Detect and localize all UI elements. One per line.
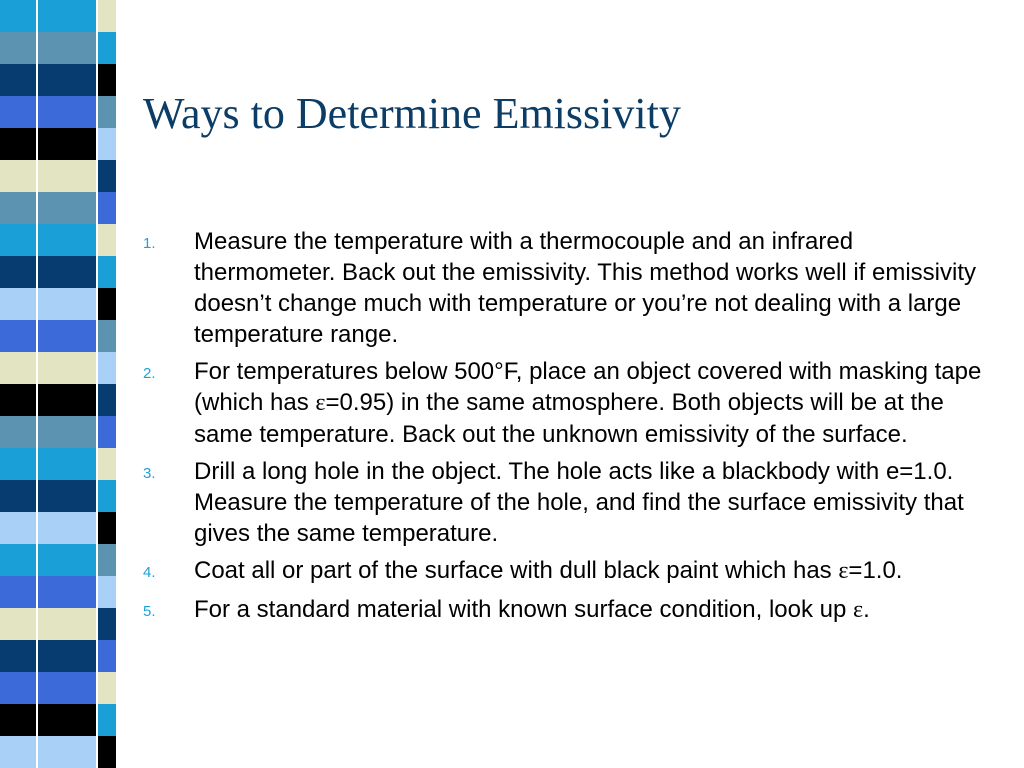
stripe-segment xyxy=(98,256,116,288)
stripe-segment xyxy=(98,224,116,256)
stripe-segment xyxy=(0,416,36,448)
stripe-segment xyxy=(98,64,116,96)
stripe-segment xyxy=(98,288,116,320)
stripe-segment xyxy=(98,192,116,224)
stripe-segment xyxy=(38,288,96,320)
list-item-text xyxy=(194,356,993,450)
list-item-number: 3. xyxy=(143,465,156,482)
stripe-segment xyxy=(0,384,36,416)
stripe-segment xyxy=(0,640,36,672)
list-item-text-before: For temperatures below 500°F, place an object covered with masking tape (which has xyxy=(194,358,982,416)
list-item xyxy=(143,594,993,627)
stripe-segment xyxy=(38,512,96,544)
stripe-segment xyxy=(98,160,116,192)
list-item-number: 2. xyxy=(143,365,156,382)
stripe-segment xyxy=(38,128,96,160)
stripe-segment xyxy=(0,544,36,576)
stripe-segment xyxy=(98,704,116,736)
stripe-segment xyxy=(0,480,36,512)
stripe-segment xyxy=(0,320,36,352)
stripe-segment xyxy=(98,32,116,64)
stripe-segment xyxy=(38,224,96,256)
stripe-segment xyxy=(38,32,96,64)
stripe-segment xyxy=(0,128,36,160)
slide-title: Ways to Determine Emissivity xyxy=(143,89,681,138)
list-item-number: 5. xyxy=(143,603,156,620)
stripe-segment xyxy=(38,736,96,768)
emissivity-methods-list xyxy=(143,226,993,633)
list-item xyxy=(143,555,993,588)
stripe-segment xyxy=(98,512,116,544)
decorative-stripe-bar xyxy=(0,0,128,768)
stripe-segment xyxy=(38,64,96,96)
stripe-segment xyxy=(98,672,116,704)
list-item xyxy=(143,226,993,350)
stripe-segment xyxy=(38,320,96,352)
stripe-segment xyxy=(0,512,36,544)
list-item-text-after: =1.0. xyxy=(848,557,903,584)
stripe-segment xyxy=(38,544,96,576)
list-item-text-after: . xyxy=(863,596,870,623)
list-item-text-before: For a standard material with known surface condition, look up xyxy=(194,596,854,623)
stripe-segment xyxy=(98,128,116,160)
stripe-segment xyxy=(98,576,116,608)
stripe-segment xyxy=(98,320,116,352)
list-item-text: Drill a long hole in the object. The hole acts like a blackbody with e=1.0. Measure the temperature of the hole, and find the surface emissivity that gives the same temperature. xyxy=(194,458,964,547)
list-item xyxy=(143,456,993,549)
epsilon-symbol: ε xyxy=(853,597,864,623)
stripe-segment xyxy=(38,640,96,672)
stripe-segment xyxy=(38,608,96,640)
stripe-segment xyxy=(0,448,36,480)
stripe-segment xyxy=(0,160,36,192)
stripe-segment xyxy=(98,544,116,576)
stripe-segment xyxy=(0,0,36,32)
list-item xyxy=(143,356,993,450)
stripe-segment xyxy=(38,192,96,224)
stripe-segment xyxy=(38,704,96,736)
list-item-text xyxy=(194,594,993,627)
stripe-segment xyxy=(98,96,116,128)
stripe-segment xyxy=(0,288,36,320)
stripe-segment xyxy=(38,480,96,512)
stripe-segment xyxy=(0,704,36,736)
stripe-segment xyxy=(38,384,96,416)
stripe-segment xyxy=(98,608,116,640)
stripe-column-middle xyxy=(38,0,96,768)
stripe-segment xyxy=(0,32,36,64)
epsilon-symbol: ε xyxy=(315,390,326,416)
stripe-segment xyxy=(38,672,96,704)
list-item-number: 4. xyxy=(143,564,156,581)
stripe-segment xyxy=(38,256,96,288)
stripe-segment xyxy=(0,96,36,128)
list-item-number: 1. xyxy=(143,235,156,252)
list-item-text xyxy=(194,555,993,588)
stripe-column-right xyxy=(98,0,116,768)
stripe-column-left xyxy=(0,0,36,768)
stripe-segment xyxy=(0,224,36,256)
stripe-segment xyxy=(38,416,96,448)
stripe-segment xyxy=(0,256,36,288)
stripe-segment xyxy=(38,576,96,608)
stripe-segment xyxy=(98,384,116,416)
stripe-segment xyxy=(0,608,36,640)
stripe-segment xyxy=(0,736,36,768)
stripe-segment xyxy=(38,96,96,128)
stripe-segment xyxy=(98,352,116,384)
stripe-segment xyxy=(0,64,36,96)
stripe-segment xyxy=(98,416,116,448)
stripe-segment xyxy=(38,352,96,384)
stripe-segment xyxy=(38,160,96,192)
stripe-segment xyxy=(0,576,36,608)
list-item-text: Measure the temperature with a thermocouple and an infrared thermometer. Back out the emissivity. This method works well if emissivity doesn’t change much with temperature or you’re not dealing with a large temperature range. xyxy=(194,228,977,348)
list-item-text-before: Coat all or part of the surface with dull black paint which has xyxy=(194,557,839,584)
stripe-segment xyxy=(98,0,116,32)
stripe-segment xyxy=(98,640,116,672)
epsilon-symbol: ε xyxy=(838,558,849,584)
stripe-segment xyxy=(38,448,96,480)
stripe-segment xyxy=(0,192,36,224)
stripe-segment xyxy=(98,448,116,480)
list-item-text-after: =0.95) in the same atmosphere. Both objects will be at the same temperature. Back out the unknown emissivity of the surface. xyxy=(194,389,944,448)
stripe-segment xyxy=(98,480,116,512)
stripe-segment xyxy=(98,736,116,768)
stripe-segment xyxy=(38,0,96,32)
stripe-segment xyxy=(0,672,36,704)
stripe-segment xyxy=(0,352,36,384)
